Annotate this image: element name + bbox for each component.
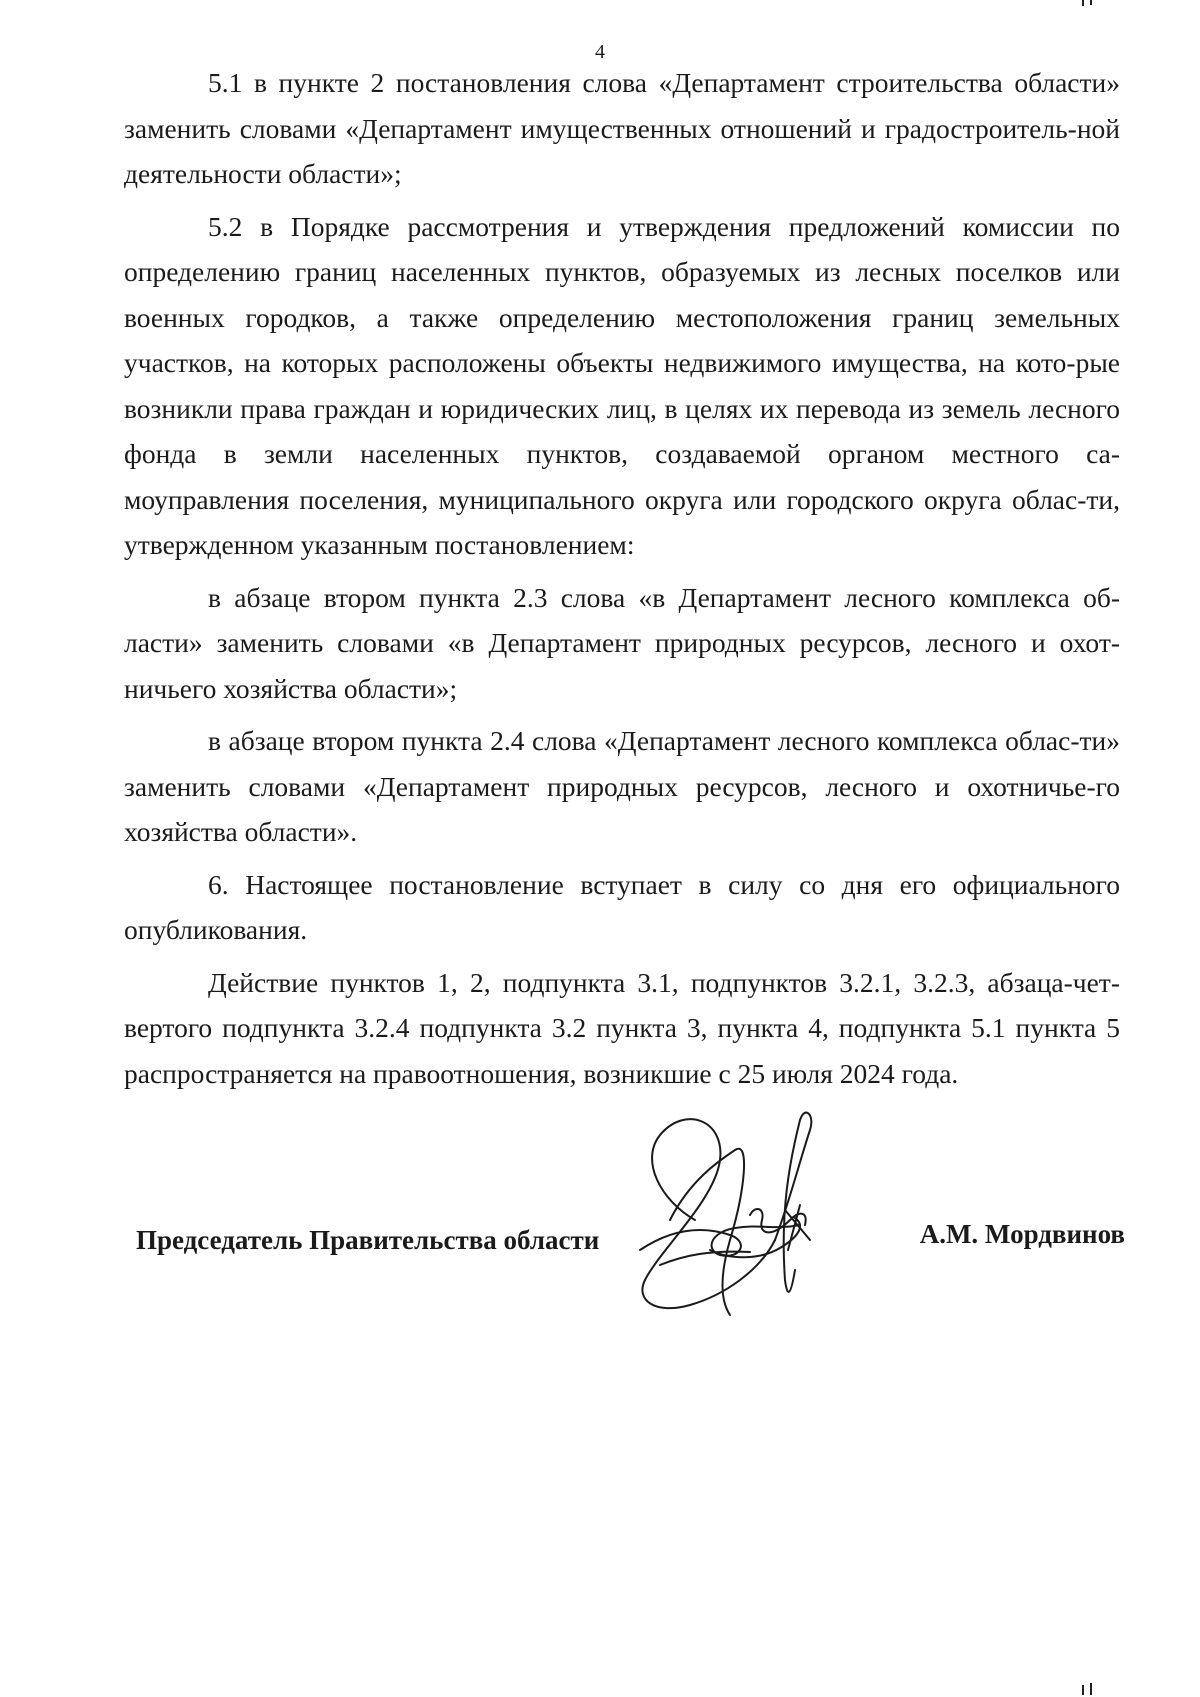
scan-artifact-top: [1082, 0, 1084, 6]
paragraph-effect: Действие пунктов 1, 2, подпункта 3.1, подпунктов 3.2.1, 3.2.3, абзаца-чет-вертого подпункта 3.2.4 подпункта 3.2 пункта 3, пункта 4, подпункта 5.1 пункта 5 распространяется на правоотношения, возникшие с 25 июля 2024 года.: [124, 966, 1120, 1089]
scan-artifact-top-2: [1090, 0, 1092, 5]
paragraph-5-2: 5.2 в Порядке рассмотрения и утверждения предложений комиссии по определению границ населенных пунктов, образуемых из лесных поселков или военных городков, а также определению местоположения границ земельных участков, на которых расположены объекты недвижимого имущества, на кото-рые возникли права граждан и юридических лиц, в целях их перевода из земель лесного фонда в земли населенных пунктов, создаваемой органом местного са-моуправления поселения, муниципального округа или городского округа облас-ти, утвержденном указанным постановлением:: [124, 210, 1120, 560]
paragraph-amend-2-4: в абзаце втором пункта 2.4 слова «Департамент лесного комплекса облас-ти» заменить словами «Департамент природных ресурсов, лесного и охотничье-го хозяйства области».: [124, 725, 1120, 847]
paragraph-amend-2-3: в абзаце втором пункта 2.3 слова «в Департамент лесного комплекса об-ласти» заменить словами «в Департамент природных ресурсов, лесного и охот-ничьего хозяйства области»;: [124, 581, 1120, 704]
document-body: [124, 60, 1120, 1096]
scan-artifact-bottom-2: [1090, 1683, 1092, 1695]
handwritten-signature: [600, 1100, 900, 1340]
paragraph-5-1: 5.1 в пункте 2 постановления слова «Департамент строительства области» заменить словами «Департамент имущественных отношений и градостроитель-ной деятельности области»;: [124, 67, 1120, 189]
signatory-name: А.М. Мордвинов: [919, 1219, 1125, 1249]
scan-artifact-bottom: [1082, 1685, 1084, 1695]
page-number: 4: [595, 41, 605, 63]
signatory-title: Председатель Правительства области: [136, 1225, 600, 1255]
paragraph-6: 6. Настоящее постановление вступает в силу со дня его официального опубликования.: [124, 868, 1120, 945]
